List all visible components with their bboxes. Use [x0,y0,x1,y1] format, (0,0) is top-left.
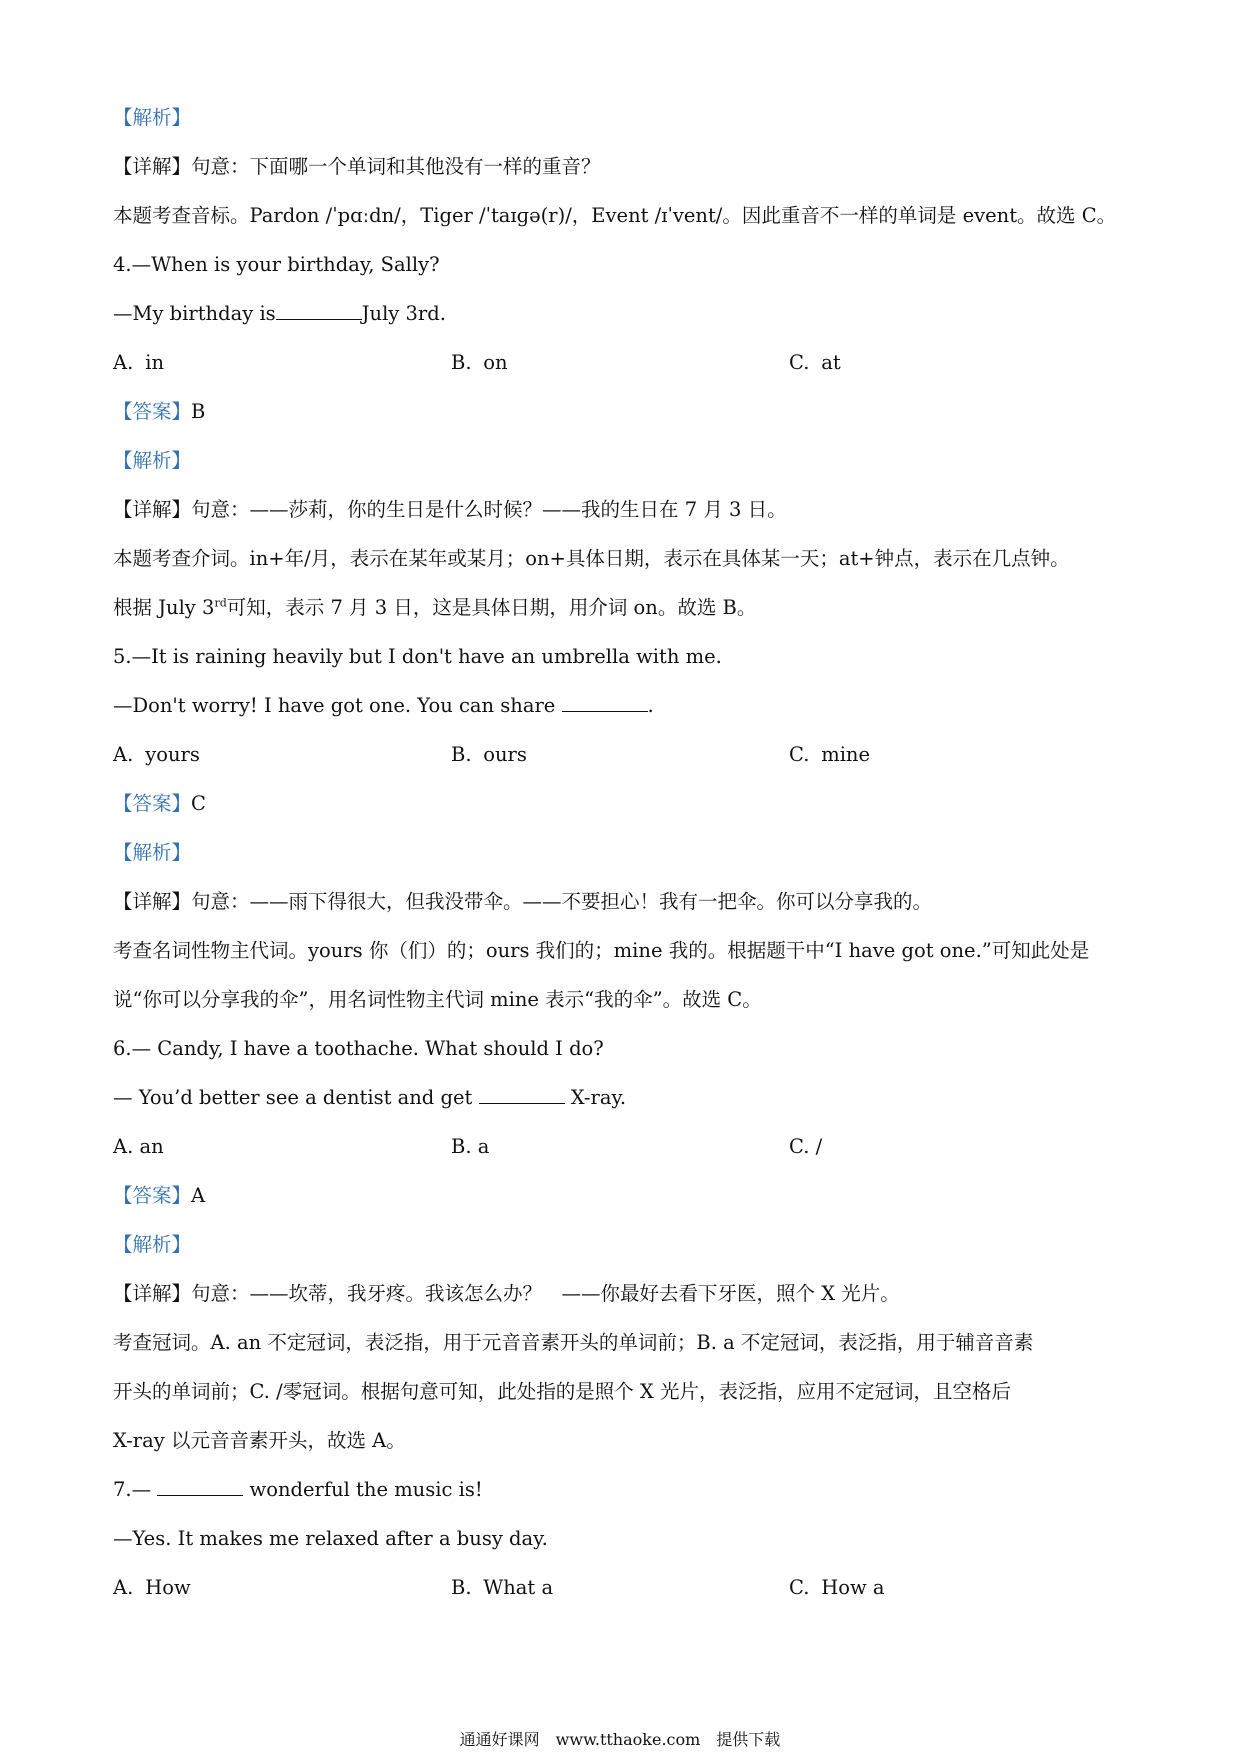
reply-text: —My birthday is [113,302,276,325]
explanation-text: 本题考查介词。in+年/月，表示在某年或某月；on+具体日期，表示在具体某一天；at+钟点，表示在几点钟。 [113,547,1070,570]
answer-value: C [191,792,206,815]
detail-tag: 【详解】 [113,498,192,521]
explanation-text: 考查冠词。A. an 不定冠词，表泛指，用于元音音素开头的单词前；B. a 不定冠词，表泛指，用于辅音音素 [113,1331,1034,1354]
answer-tag: 【答案】 [113,400,192,423]
option-a: A. How [113,1576,191,1599]
option-a: A. an [113,1135,164,1158]
question-stem: 4.—When is your birthday, Sally? [113,253,440,276]
analysis-tag: 【解析】 [113,106,192,129]
detail-text: 句意：下面哪一个单词和其他没有一样的重音？ [191,155,601,178]
answer-line [113,1182,205,1210]
explanation-text: 说“你可以分享我的伞”，用名词性物主代词 mine 表示“我的伞”。故选 C。 [113,988,762,1011]
answer-line [113,790,206,818]
question-stem: 6.— Candy, I have a toothache. What should I do? [113,1037,604,1060]
option-a: A. yours [113,743,200,766]
detail-text: 句意：——莎莉，你的生日是什么时候？——我的生日在 7 月 3 日。 [191,498,787,521]
option-c: C. mine [789,743,871,766]
answer-tag: 【答案】 [113,792,192,815]
answer-blank [157,1477,243,1496]
answer-blank [479,1085,565,1104]
explanation-text: 考查名词性物主代词。yours 你（们）的；ours 我们的；mine 我的。根据题干中“I have got one.”可知此处是 [113,939,1090,962]
detail-tag: 【详解】 [113,890,192,913]
answer-blank [276,301,362,320]
reply-text: July 3rd. [361,302,446,325]
answer-line [113,398,205,426]
question-reply: —Don't worry! I have got one. You can share . [113,694,654,717]
page-footer: 通通好课网 www.tthaoke.com 提供下载 [459,1730,781,1749]
detail-text: 句意：——坎蒂，我牙疼。我该怎么办？ ——你最好去看下牙医，照个 X 光片。 [191,1282,900,1305]
option-b: B. a [451,1135,490,1158]
question-reply: —Yes. It makes me relaxed after a busy day. [113,1527,548,1550]
question-reply [113,300,446,328]
option-a: A. in [113,351,164,374]
option-b: B. What a [451,1576,554,1599]
answer-value: A [191,1184,206,1207]
question-stem: 7.— wonderful the music is! [113,1478,483,1501]
question-reply: — You’d better see a dentist and get X-ray. [113,1086,627,1109]
detail-line [113,1280,900,1308]
answer-tag: 【答案】 [113,1184,192,1207]
explanation-text: 根据 July 3rd可知，表示 7 月 3 日，这是具体日期，用介词 on。故选 B。 [113,596,757,619]
option-c: C. How a [789,1576,885,1599]
analysis-tag: 【解析】 [113,1233,192,1256]
option-c: C. at [789,351,841,374]
explanation-text: 本题考查音标。Pardon /ˈpɑːdn/，Tiger /ˈtaɪɡə(r)/，Event /ɪˈvent/。因此重音不一样的单词是 event。故选 C。 [113,204,1117,227]
detail-line [113,496,787,524]
option-c: C. / [789,1135,823,1158]
detail-text: 句意：——雨下得很大，但我没带伞。——不要担心！我有一把伞。你可以分享我的。 [191,890,933,913]
analysis-tag: 【解析】 [113,449,192,472]
explanation-text: X-ray 以元音音素开头，故选 A。 [113,1429,406,1452]
question-stem: 5.—It is raining heavily but I don't have an umbrella with me. [113,645,722,668]
answer-blank [562,693,648,712]
option-b: B. ours [451,743,527,766]
detail-line [113,888,932,916]
option-b: B. on [451,351,508,374]
analysis-tag: 【解析】 [113,841,192,864]
explanation-text: 开头的单词前；C. /零冠词。根据句意可知，此处指的是照个 X 光片，表泛指，应用不定冠词，且空格后 [113,1380,1011,1403]
answer-value: B [191,400,206,423]
detail-tag: 【详解】 [113,1282,192,1305]
detail-tag: 【详解】 [113,155,192,178]
detail-line [113,153,601,181]
